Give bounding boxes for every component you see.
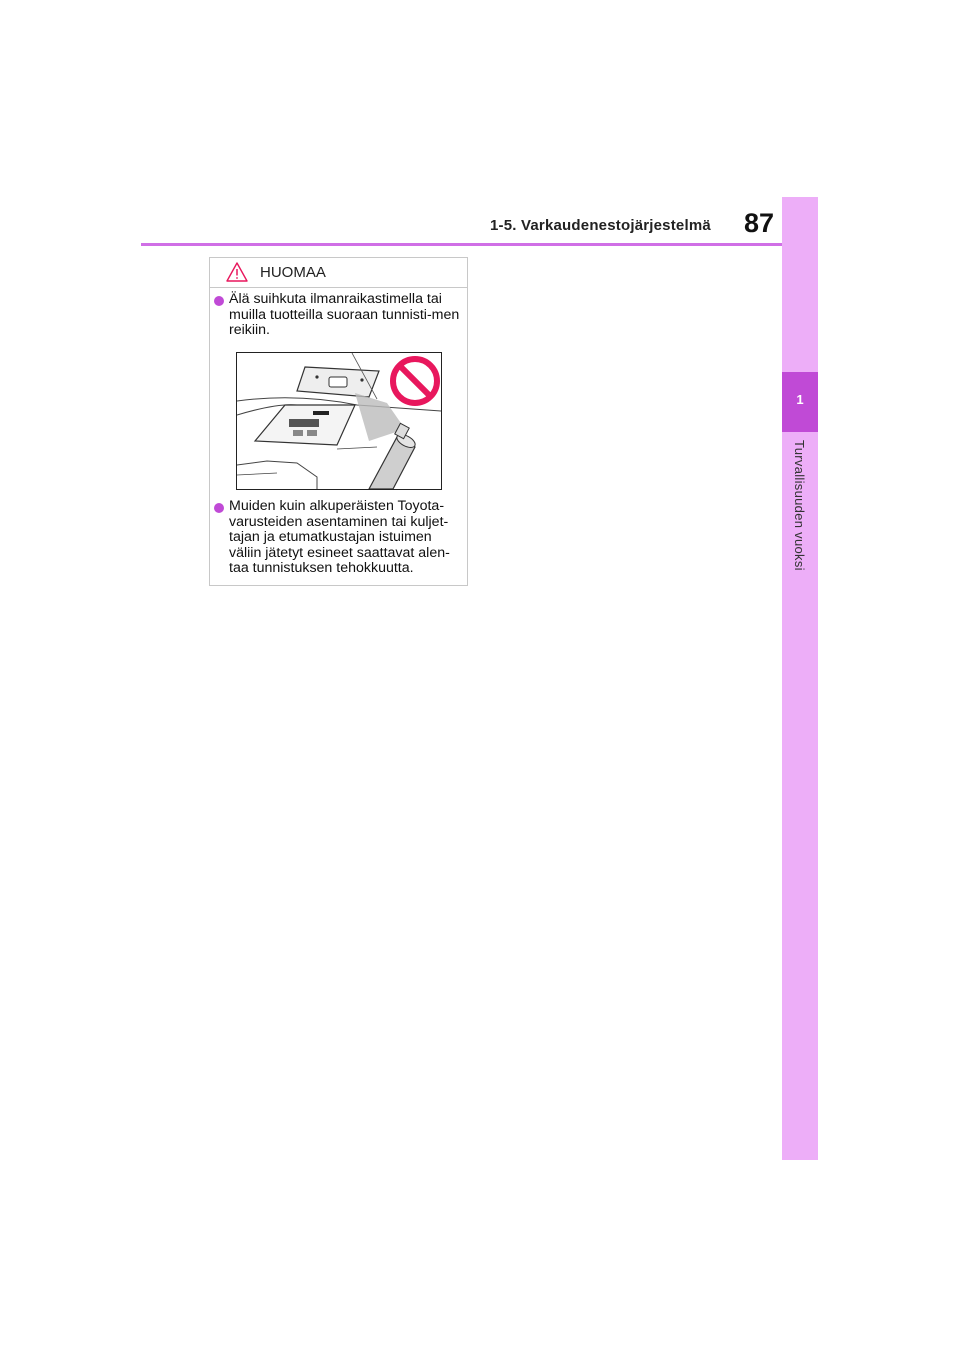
warning-triangle-icon	[226, 262, 248, 282]
page-number: 87	[744, 208, 775, 238]
bullet-text: Muiden kuin alkuperäisten Toyota-varusteiden asentaminen tai kuljet-tajan ja etumatkustajan istuimen väliin jätetyt esineet saattavat alen-taa tunnistuksen tehokkuutta.	[229, 498, 450, 576]
section-title: 1-5. Varkaudenestojärjestelmä	[490, 217, 711, 234]
chapter-label: Turvallisuuden vuoksi	[792, 440, 807, 571]
side-chapter-tab	[782, 197, 818, 1160]
chapter-number: 1	[796, 392, 804, 407]
prohibited-icon	[393, 359, 437, 403]
spray-prohibited-illustration	[236, 352, 442, 490]
notice-header	[210, 258, 467, 288]
bullet-dot-icon	[214, 503, 224, 513]
bullet-dot-icon	[214, 296, 224, 306]
notice-title: HUOMAA	[260, 264, 326, 281]
illustration-drawing	[237, 353, 441, 489]
header-rule	[141, 243, 782, 246]
notice-box	[209, 257, 468, 586]
bullet-text: Älä suihkuta ilmanraikastimella tai muilla tuotteilla suoraan tunnisti-men reikiin.	[229, 291, 460, 338]
